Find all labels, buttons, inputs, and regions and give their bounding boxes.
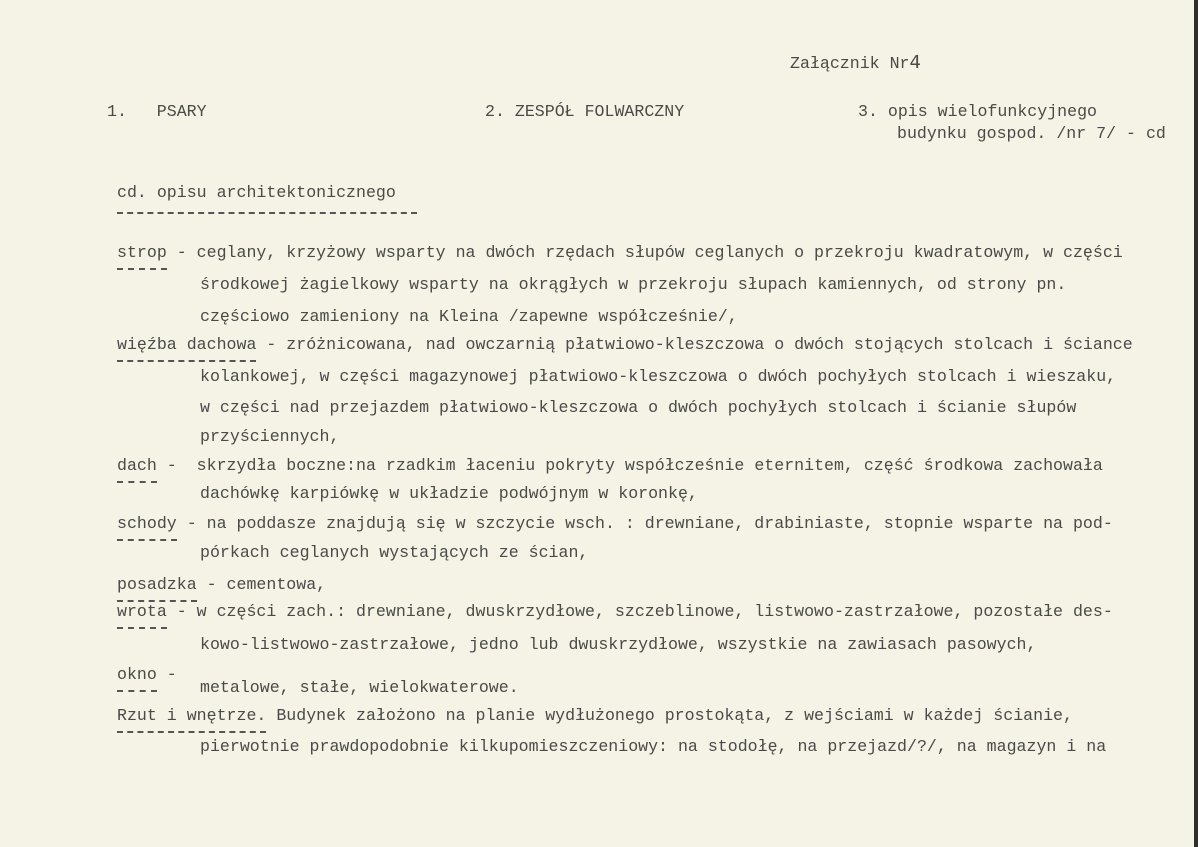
entry-text: kowo-listwowo-zastrzałowe, jedno lub dwuskrzydłowe, wszystkie na zawiasach pasowych, bbox=[200, 635, 1037, 654]
header-field-1: 1. PSARY bbox=[107, 102, 207, 121]
entry-text: pierwotnie prawdopodobnie kilkupomieszczeniowy: na stodołę, na przejazd/?/, na magazyn i na bbox=[200, 737, 1107, 756]
entry-text: - ceglany, krzyżowy wsparty na dwóch rzędach słupów ceglanych o przekroju kwadratowym, w części bbox=[166, 243, 1123, 262]
entry-okno bbox=[117, 665, 177, 685]
entry-label: schody bbox=[117, 514, 177, 533]
entry-text: środkowej żagielkowy wsparty na okrągłych w przekroju słupach kamiennych, od strony pn. bbox=[200, 275, 1067, 294]
entry-label: strop bbox=[117, 243, 167, 262]
entry-text: - w części zach.: drewniane, dwuskrzydłowe, szczeblinowe, listwowo-zastrzałowe, pozostałe des- bbox=[166, 602, 1113, 621]
entry-schody bbox=[117, 514, 1113, 534]
entry-text: przyściennych, bbox=[200, 427, 340, 446]
entry-wiezba bbox=[117, 335, 1133, 355]
annex-label: Załącznik Nr bbox=[790, 54, 910, 73]
entry-dach bbox=[117, 456, 1103, 476]
section-title-underline bbox=[117, 212, 417, 214]
header-field-3-line2: budynku gospod. /nr 7/ - cd bbox=[897, 124, 1166, 143]
header-field-3-line1: 3. opis wielofunkcyjnego bbox=[858, 102, 1097, 121]
entry-label: Rzut i wnętrze. bbox=[117, 706, 267, 725]
annex-heading bbox=[790, 53, 921, 74]
page-edge bbox=[1194, 0, 1198, 847]
annex-number: 4 bbox=[909, 52, 921, 73]
section-title: cd. opisu architektonicznego bbox=[117, 183, 396, 202]
entry-text: częściowo zamieniony na Kleina /zapewne współcześnie/, bbox=[200, 307, 738, 326]
entry-text: metalowe, stałe, wielokwaterowe. bbox=[200, 678, 519, 697]
entry-text: - zróżnicowana, nad owczarnią płatwiowo-kleszczowa o dwóch stojących stolcach i ściance bbox=[256, 335, 1133, 354]
entry-text: - na poddasze znajdują się w szczycie wsch. : drewniane, drabiniaste, stopnie wsparte na pod- bbox=[176, 514, 1113, 533]
entry-text: - cementowa, bbox=[196, 575, 327, 594]
entry-text: - skrzydła boczne:na rzadkim łaceniu pokryty współcześnie eternitem, część środkowa zachowała bbox=[156, 456, 1103, 475]
entry-text: Budynek założono na planie wydłużonego prostokąta, z wejściami w każdej ścianie, bbox=[266, 706, 1073, 725]
entry-text: dachówkę karpiówkę w układzie podwójnym w koronkę, bbox=[200, 484, 698, 503]
entry-text: w części nad przejazdem płatwiowo-kleszczowa o dwóch pochyłych stolcach i ścianie słupów bbox=[200, 398, 1077, 417]
header-field-2: 2. ZESPÓŁ FOLWARCZNY bbox=[485, 102, 685, 121]
entry-label: dach bbox=[117, 456, 157, 475]
entry-text: - bbox=[156, 665, 177, 684]
entry-label: więźba dachowa bbox=[117, 335, 257, 354]
entry-posadzka bbox=[117, 575, 326, 595]
entry-strop bbox=[117, 243, 1123, 263]
entry-rzut bbox=[117, 706, 1073, 726]
entry-label: wrota bbox=[117, 602, 167, 621]
entry-wrota bbox=[117, 602, 1113, 622]
entry-text: kolankowej, w części magazynowej płatwiowo-kleszczowa o dwóch pochyłych stolcach i wieszaku, bbox=[200, 367, 1117, 386]
entry-label: posadzka bbox=[117, 575, 197, 594]
entry-label: okno bbox=[117, 665, 157, 684]
entry-text: pórkach ceglanych wystających ze ścian, bbox=[200, 543, 589, 562]
